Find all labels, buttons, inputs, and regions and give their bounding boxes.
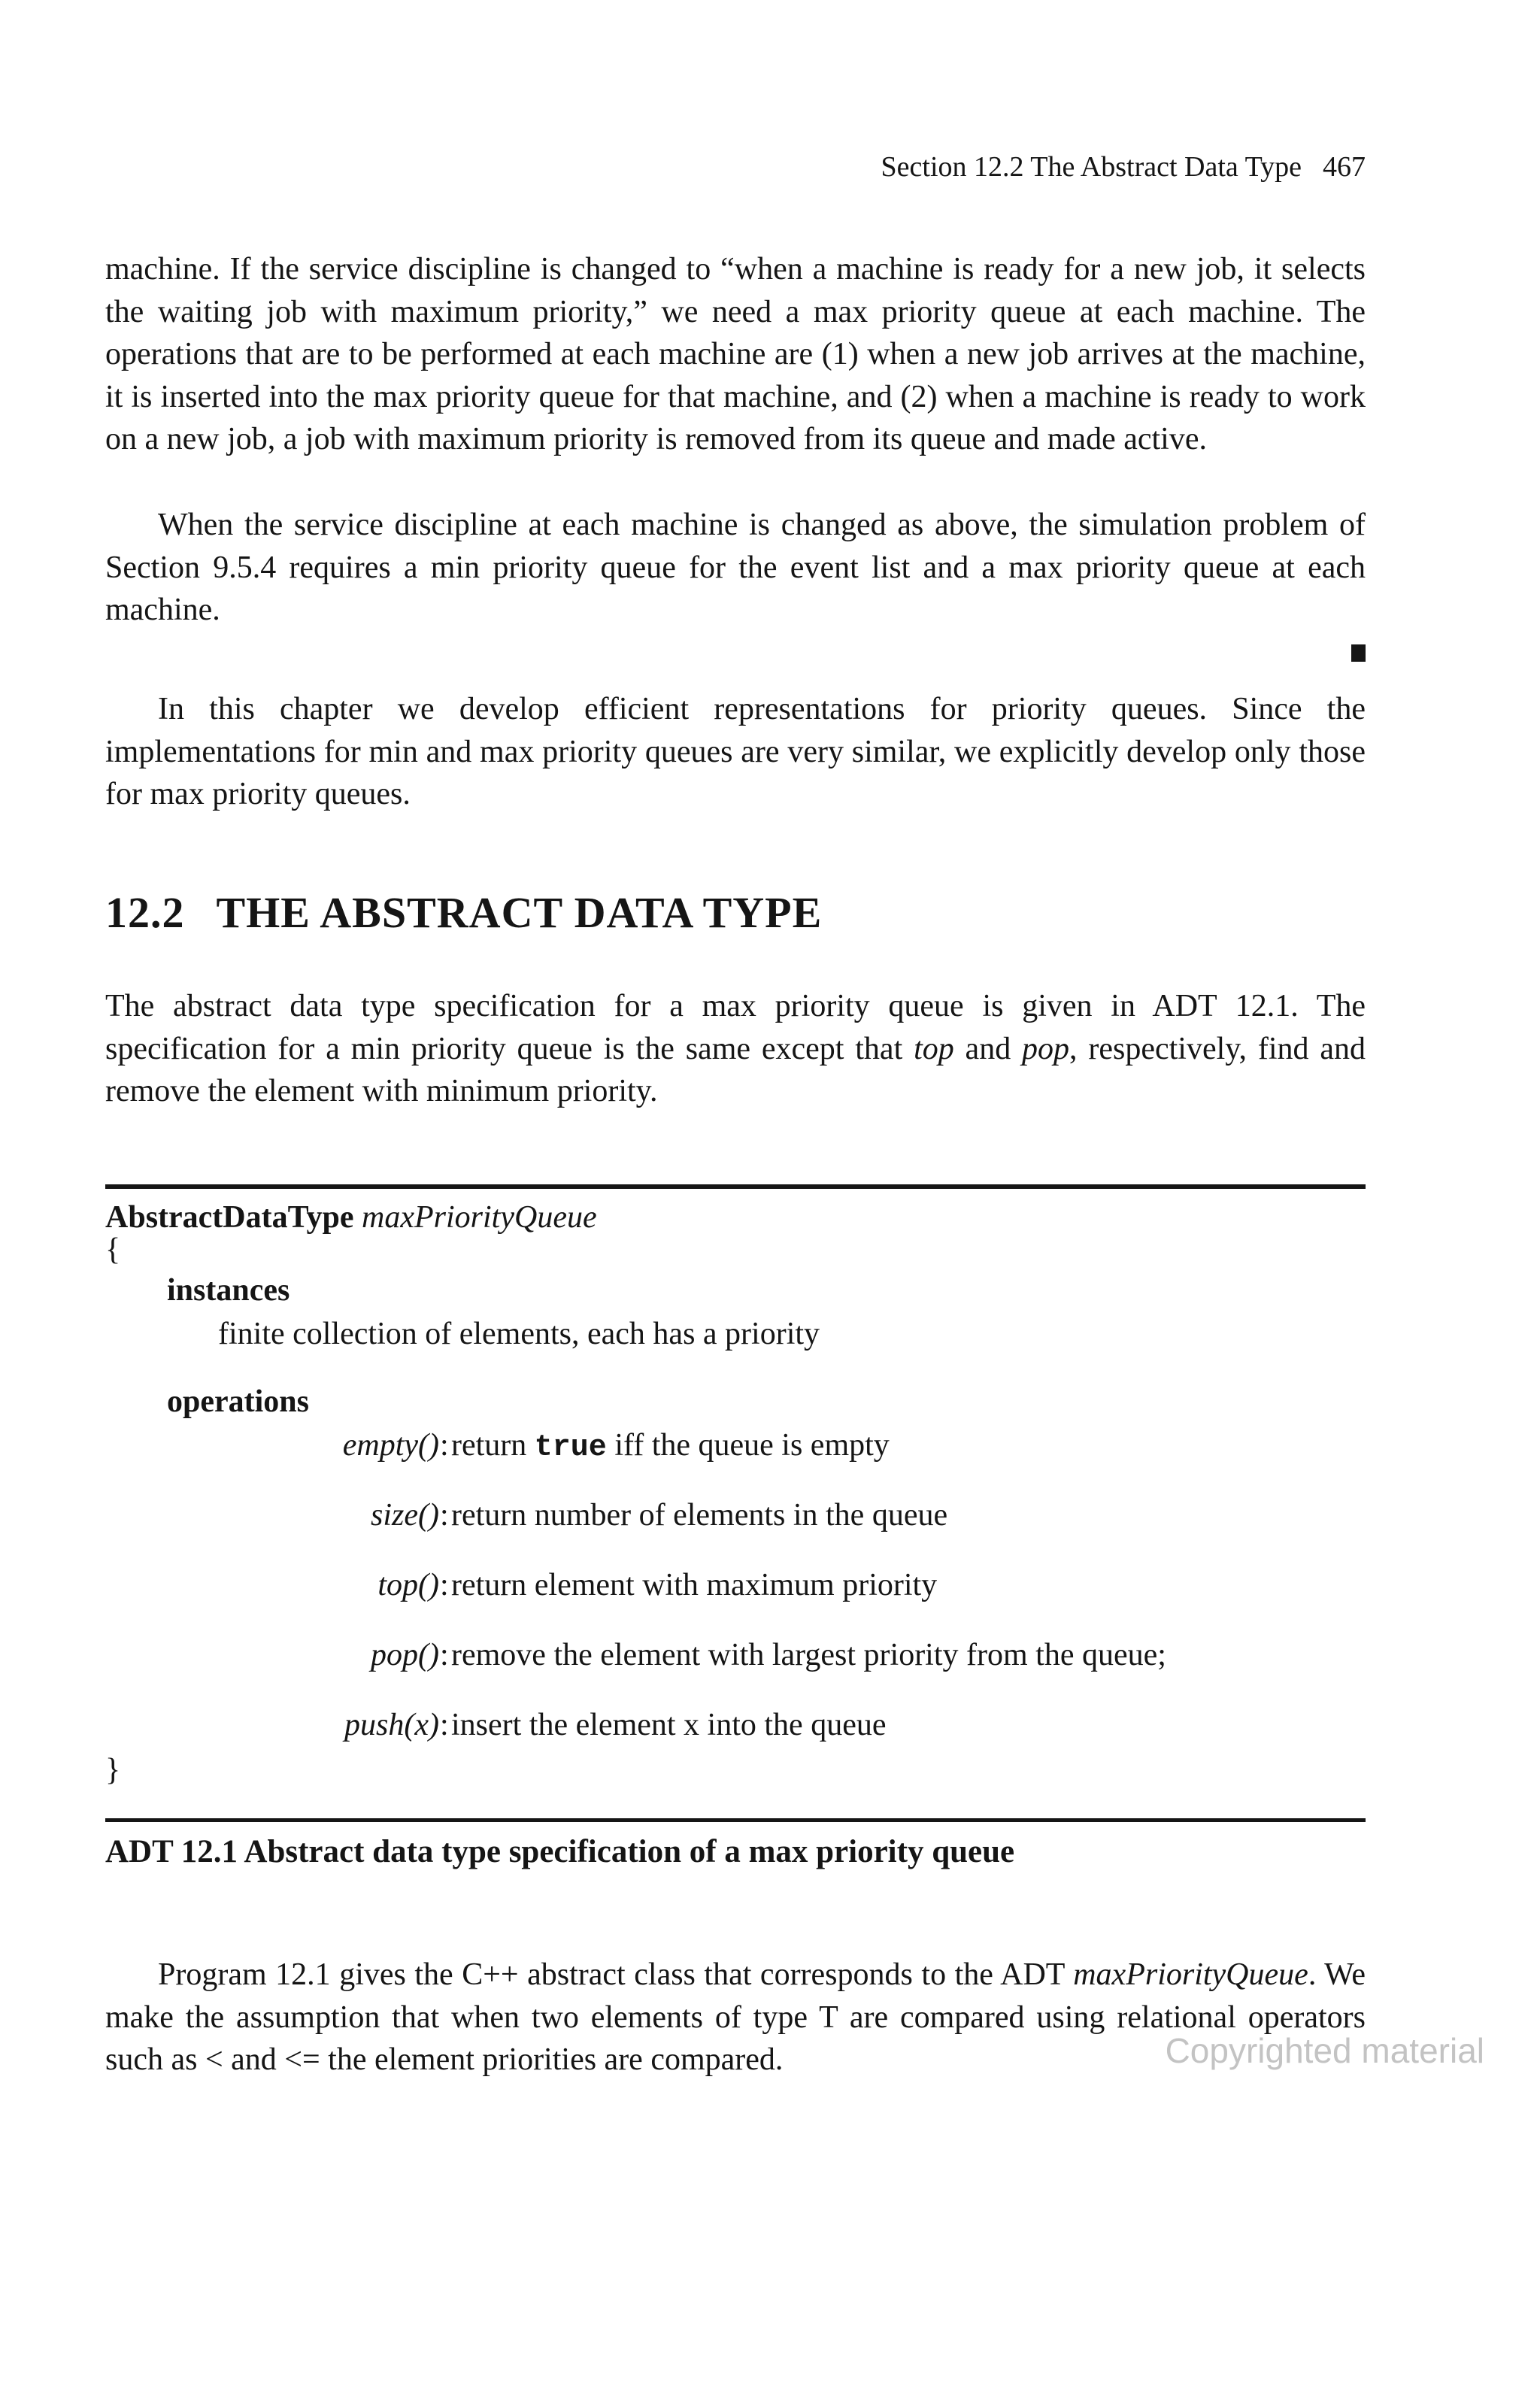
adt-intro-text: The abstract data type specification for a max priority queue is given in ADT 12.1. The specification for a min priority queue is the same except that: [105, 989, 1366, 1066]
operation-empty: [105, 1427, 1366, 1469]
program-intro-text: Program 12.1 gives the C++ abstract class that corresponds to the ADT: [158, 1957, 1074, 1992]
paragraph-adt-intro: [105, 985, 1366, 1113]
adt-close-brace: }: [105, 1753, 121, 1787]
paragraph-chapter-overview: In this chapter we develop efficient representations for priority queues. Since the implementations for min and max priority queues are very similar, we explicitly develop only those for max priority queues.: [105, 692, 1366, 811]
program-intro-text-end: . We make the assumption that when two elements of type T are compared using relational operators such as < and <= the element priorities are compared.: [105, 1957, 1366, 2077]
pop-method-ref: pop: [1022, 1031, 1070, 1066]
adt-intro-text-end: , respectively, find and remove the element with minimum priority.: [105, 1031, 1366, 1108]
section-heading: [105, 887, 822, 938]
adt-keyword: AbstractDataType: [105, 1200, 354, 1235]
operation-top: [105, 1567, 1366, 1609]
operation-colon: :: [440, 1428, 449, 1463]
section-number: 12.2: [105, 888, 185, 937]
operation-signature: size(): [371, 1498, 439, 1533]
instances-label: instances: [167, 1273, 290, 1308]
operation-description: remove the element with largest priority from the queue;: [451, 1638, 1166, 1672]
operation-colon: :: [440, 1638, 449, 1672]
adt-open-brace: {: [105, 1232, 121, 1267]
operations-label: operations: [167, 1384, 309, 1419]
paragraph-machine-discipline: machine. If the service discipline is changed to “when a machine is ready for a new job, it selects the waiting job with maximum priority,” we need a max priority queue at each machine. The operations that are to be performed at each machine are (1) when a new job arrives at the machine, it is inserted into the max priority queue for that machine, and (2) when a machine is ready to work on a new job, a job with maximum priority is removed from its queue and made active.: [105, 252, 1366, 456]
operation-description: [451, 1427, 890, 1465]
operation-desc-text: return: [451, 1428, 535, 1463]
operation-signature: pop(): [371, 1638, 439, 1672]
adt-intro-text-mid: and: [953, 1031, 1023, 1066]
operation-signature: push(x): [344, 1708, 439, 1742]
top-method-ref: top: [914, 1031, 954, 1066]
adt-name-ref: maxPriorityQueue: [1073, 1957, 1308, 1992]
operation-push: [105, 1707, 1366, 1749]
adt-header: [105, 1199, 597, 1235]
adt-name: maxPriorityQueue: [362, 1200, 597, 1235]
running-head-title: Section 12.2 The Abstract Data Type: [881, 151, 1302, 183]
operation-description: return element with maximum priority: [451, 1568, 938, 1602]
operation-colon: :: [440, 1708, 449, 1742]
operation-description: return number of elements in the queue: [451, 1498, 948, 1533]
operation-description: insert the element x into the queue: [451, 1708, 887, 1742]
true-keyword: true: [534, 1431, 607, 1465]
operation-colon: :: [440, 1568, 449, 1602]
adt-caption: ADT 12.1 Abstract data type specification of a max priority queue: [105, 1834, 1015, 1869]
end-of-example-mark: [1351, 644, 1366, 662]
paragraph-simulation: When the service discipline at each machine is changed as above, the simulation problem of Section 9.5.4 requires a min priority queue for the event list and a max priority queue at each machine.: [105, 508, 1366, 627]
adt-top-rule: [105, 1184, 1366, 1189]
operation-colon: :: [440, 1498, 449, 1533]
copyright-watermark: Copyrighted material: [1165, 2031, 1484, 2070]
instances-text: finite collection of elements, each has a priority: [218, 1317, 820, 1351]
operation-signature: empty(): [342, 1428, 439, 1463]
running-head: [105, 150, 1366, 183]
section-title: THE ABSTRACT DATA TYPE: [216, 888, 823, 937]
operation-signature: top(): [377, 1568, 439, 1602]
operation-desc-text-end: iff the queue is empty: [606, 1428, 890, 1463]
page-number: 467: [1323, 151, 1366, 183]
adt-bottom-rule: [105, 1818, 1366, 1822]
operation-size: [105, 1497, 1366, 1539]
operation-pop: [105, 1637, 1366, 1679]
